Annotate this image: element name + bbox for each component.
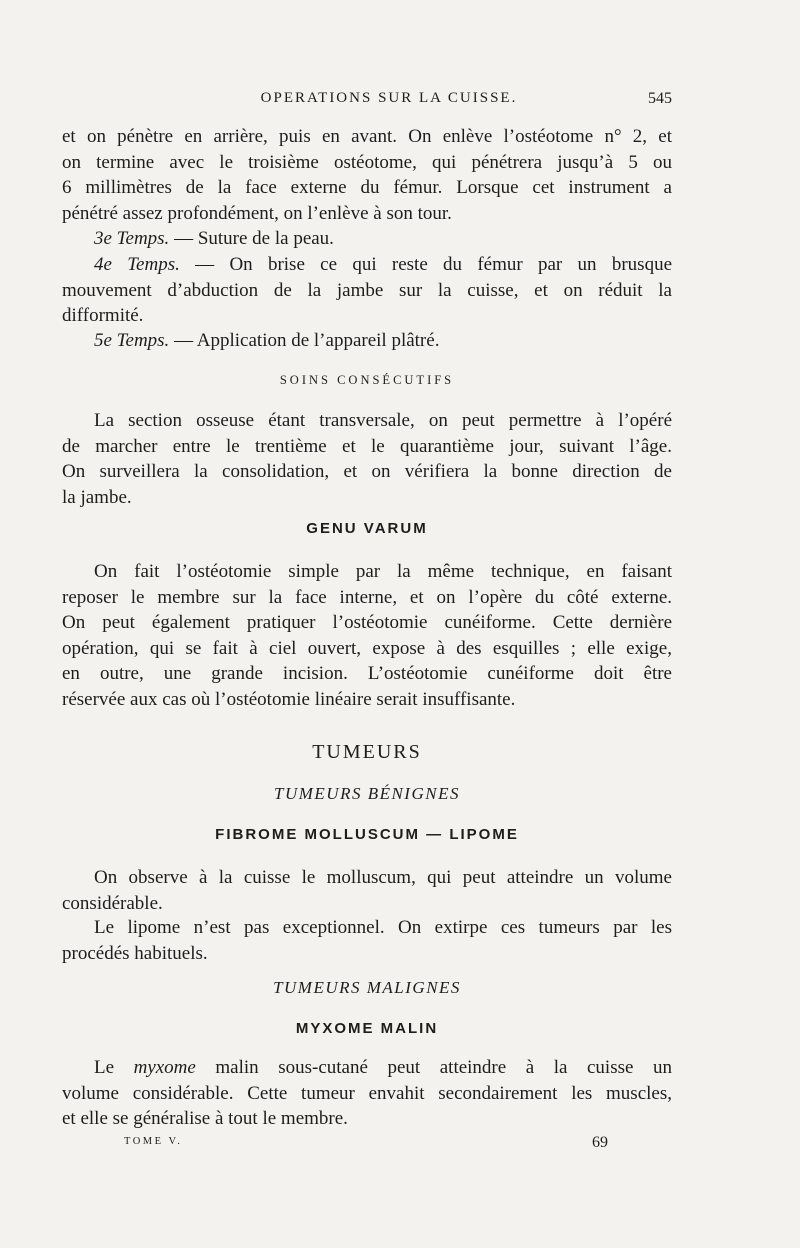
text-line: On peut également pratiquer l’ostéotomie cunéiforme. Cette dernière [62, 612, 672, 634]
malignes-block [62, 978, 672, 998]
text-line: la jambe. [62, 486, 132, 508]
temps-text: — Suture de la peau. [169, 228, 334, 249]
temps-label: 5e Temps. [94, 330, 170, 351]
subsection-heading: TUMEURS BÉNIGNES [274, 784, 460, 803]
temps-4 [62, 252, 672, 329]
benignes-block [62, 784, 672, 804]
soins-heading-block [62, 373, 672, 388]
text-line: volume considérable. Cette tumeur envahit secondairement les muscles, [62, 1082, 672, 1104]
subsection-heading: TUMEURS MALIGNES [273, 978, 461, 997]
volume-signature: TOME V. [124, 1136, 183, 1147]
text-line: Le lipome n’est pas exceptionnel. On extirpe ces tumeurs par les [94, 917, 672, 938]
text-line: et on pénètre en arrière, puis en avant. On enlève l’ostéotome n° 2, et [62, 126, 672, 147]
text-line: mouvement d’abduction de la jambe sur la cuisse, et on réduit la [62, 279, 672, 301]
text-line: La section osseuse étant transversale, on peut permettre à l’opéré [94, 410, 672, 431]
genu-heading-block [62, 520, 672, 537]
temps-5 [62, 328, 672, 354]
section-heading: MYXOME MALIN [295, 1020, 439, 1037]
chapter-title: TUMEURS [312, 741, 422, 763]
fibrome-paragraph-2 [62, 915, 672, 966]
text-line: Le myxome malin sous-cutané peut atteindre à la cuisse un [94, 1057, 672, 1078]
gathering-signature: 69 [592, 1134, 608, 1151]
temps-text: — On brise ce qui reste du fémur par un brusque [179, 254, 672, 275]
fibrome-paragraph-1 [62, 865, 672, 916]
section-heading: FIBROME MOLLUSCUM — LIPOME [215, 826, 519, 843]
emphasis: myxome [133, 1057, 196, 1078]
temps-text: — Application de l’appareil plâtré. [169, 330, 440, 351]
running-head [62, 90, 672, 112]
temps-label: 3e Temps. [94, 228, 170, 249]
tumeurs-title-block [62, 741, 672, 764]
fibrome-heading-block [62, 826, 672, 843]
text-line: réservée aux cas où l’ostéotomie linéaire serait insuffisante. [62, 688, 516, 710]
temps-3 [62, 226, 672, 252]
text-line [62, 252, 672, 278]
myxome-heading-block [62, 1020, 672, 1037]
temps-label: 4e Temps. [94, 254, 180, 275]
running-title: OPERATIONS SUR LA CUISSE. [260, 90, 518, 106]
text-line: On fait l’ostéotomie simple par la même technique, en faisant [94, 561, 672, 582]
section-heading: GENU VARUM [306, 520, 428, 537]
text-line: difformité. [62, 305, 144, 327]
text-line: pénétré assez profondément, on l’enlève à son tour. [62, 202, 452, 224]
paragraph-continuation [62, 124, 672, 226]
text-line: On observe à la cuisse le molluscum, qui peut atteindre un volume [94, 867, 672, 888]
myxome-paragraph [62, 1055, 672, 1132]
text-line: en outre, une grande incision. L’ostéotomie cunéiforme doit être [62, 663, 672, 685]
text-line: On surveillera la consolidation, et on vérifiera la bonne direction de [62, 461, 672, 483]
page-number: 545 [648, 90, 672, 107]
text-line: de marcher entre le trentième et le quarantième jour, suivant l’âge. [62, 435, 672, 457]
text-line: 6 millimètres de la face externe du fémur. Lorsque cet instrument a [62, 177, 672, 199]
text-line: et elle se généralise à tout le membre. [62, 1108, 348, 1130]
text-line: reposer le membre sur la face interne, et on l’opère du côté externe. [62, 586, 672, 608]
soins-paragraph [62, 408, 672, 510]
section-heading: SOINS CONSÉCUTIFS [279, 373, 455, 387]
text-line: opération, qui se fait à ciel ouvert, expose à des esquilles ; elle exige, [62, 637, 672, 659]
text-line: procédés habituels. [62, 942, 208, 964]
genu-paragraph [62, 559, 672, 713]
text-line: on termine avec le troisième ostéotome, qui pénétrera jusqu’à 5 ou [62, 151, 672, 173]
text-line: considérable. [62, 892, 163, 914]
